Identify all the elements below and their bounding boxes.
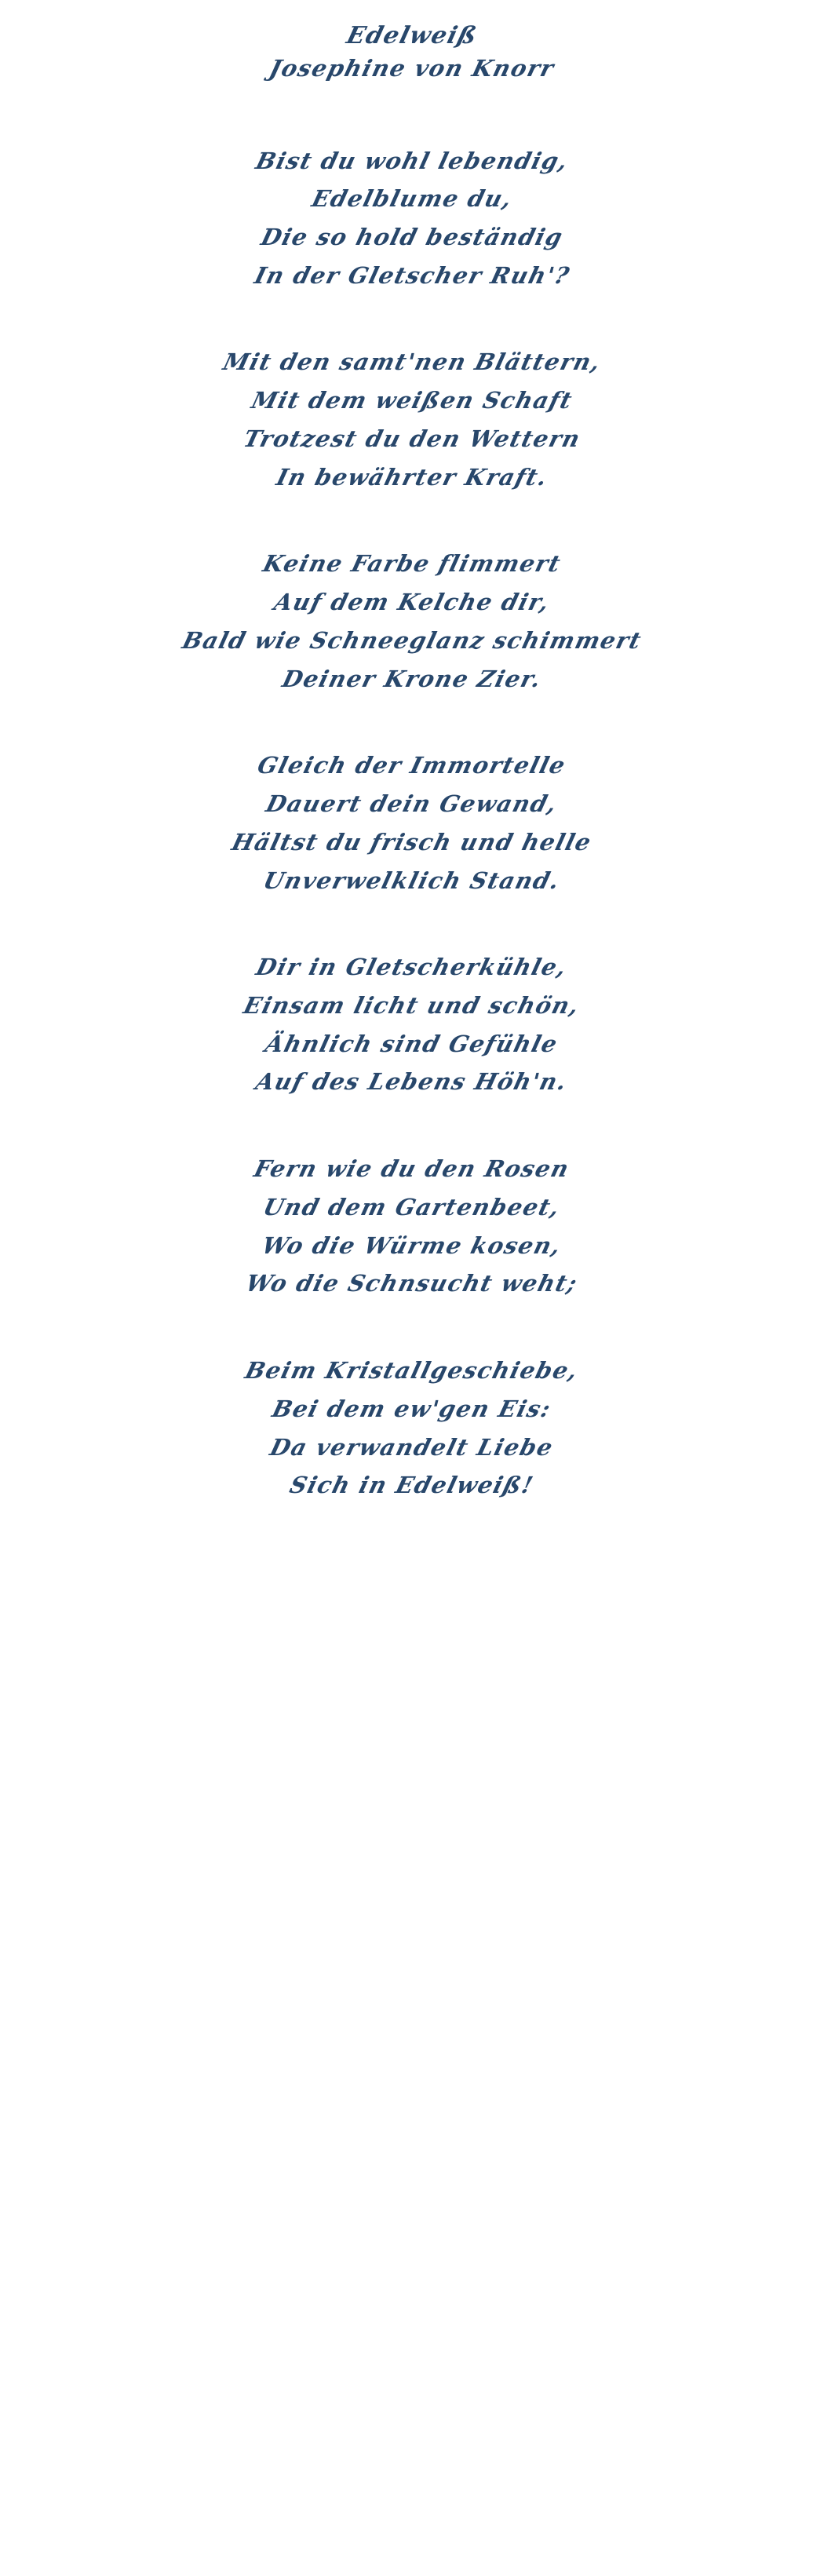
- stanza-6: [243, 1150, 582, 1303]
- poem-line: Mit dem weißen Schaft: [248, 387, 576, 414]
- poem-line: Und dem Gartenbeet,: [261, 1193, 563, 1220]
- poem-line: Edelblume du,: [308, 185, 516, 213]
- poem-line: Wo die Würme kosen,: [259, 1231, 565, 1259]
- poem-line: Bald wie Schneeglanz schimmert: [179, 626, 645, 654]
- poem-line: Keine Farbe flimmert: [260, 550, 564, 578]
- poem-line: Ähnlich sind Gefühle: [263, 1030, 562, 1057]
- stanza-1: [251, 142, 573, 295]
- poem-line: In der Gletscher Ruh'?: [251, 261, 573, 289]
- poem-line: Da verwandelt Liebe: [267, 1433, 557, 1461]
- poem-line: Unverwelklich Stand.: [261, 867, 563, 894]
- poem-line: Trotzest du den Wettern: [240, 425, 584, 452]
- poem-line: Fern wie du den Rosen: [251, 1155, 573, 1183]
- poem-line: Deiner Krone Zier.: [279, 665, 545, 692]
- page-title: Edelweiß: [344, 22, 481, 49]
- poem-line: Beim Kristallgeschiebe,: [242, 1357, 582, 1385]
- stanza-4: [229, 746, 596, 899]
- poem-line: Bei dem ew'gen Eis:: [269, 1395, 555, 1422]
- poem-line: Sich in Edelweiß!: [287, 1472, 538, 1499]
- poem-line: Die so hold beständig: [257, 224, 567, 250]
- poem-line: Auf des Lebens Höh'n.: [253, 1068, 571, 1096]
- poem-line: Mit den samt'nen Blättern,: [220, 348, 604, 376]
- poem-line: Gleich der Immortelle: [255, 752, 570, 779]
- stanza-2: [220, 343, 604, 496]
- poem-line: Bist du wohl lebendig,: [253, 147, 571, 174]
- author-name: Josephine von Knorr: [266, 54, 558, 82]
- title-block: [266, 22, 558, 82]
- stanza-3: [179, 545, 645, 698]
- poem-line: Einsam licht und schön,: [241, 992, 583, 1020]
- poem-line: In bewährter Kraft.: [273, 463, 551, 491]
- poem-line: Auf dem Kelche dir,: [271, 589, 553, 616]
- poem-line: Dir in Gletscherkühle,: [253, 954, 571, 981]
- poem-line: Hältst du frisch und helle: [229, 828, 596, 856]
- poem-line: Wo die Schnsucht weht;: [243, 1270, 582, 1297]
- poem-line: Dauert dein Gewand,: [263, 790, 561, 818]
- stanza-7: [242, 1352, 582, 1505]
- poem-body: [0, 24, 824, 1505]
- stanza-5: [241, 948, 583, 1101]
